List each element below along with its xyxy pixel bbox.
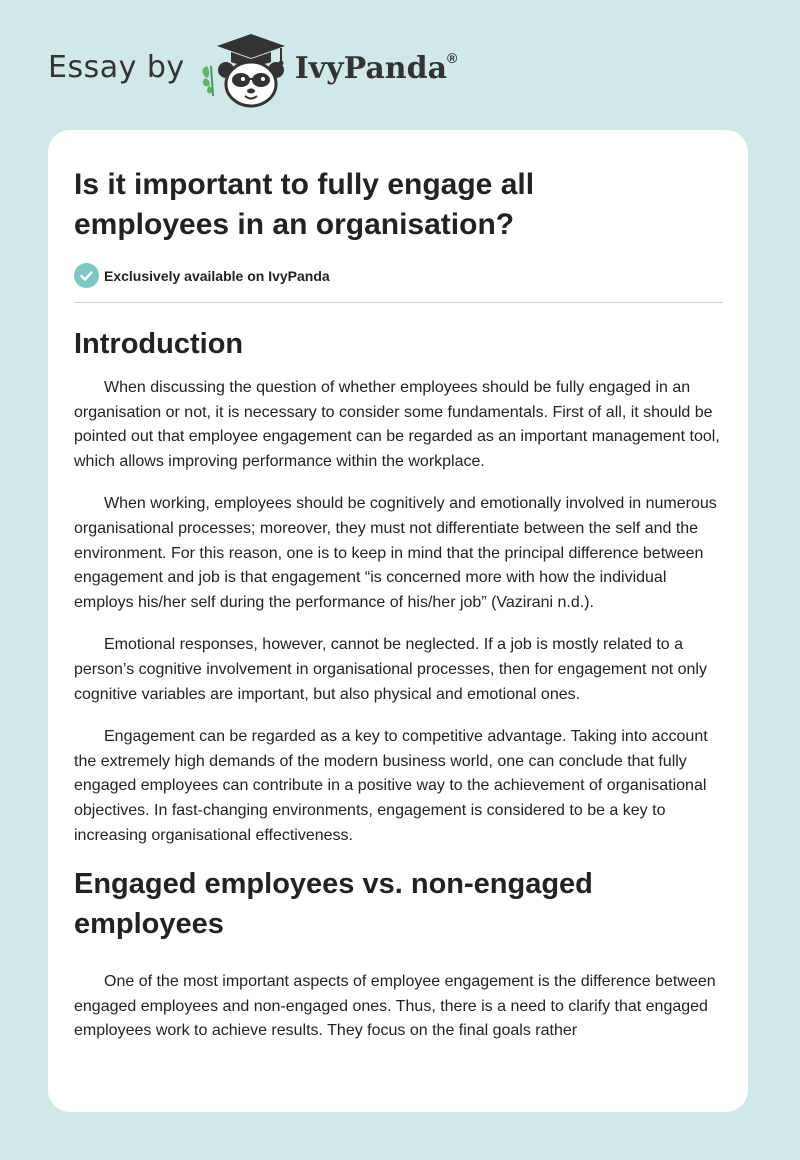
divider	[74, 302, 723, 303]
exclusive-badge-text: Exclusively available on IvyPanda	[104, 267, 330, 284]
brand-name-text: IvyPanda	[294, 50, 448, 86]
site-header	[48, 30, 457, 110]
brand-name	[295, 51, 458, 86]
paragraph: One of the most important aspects of employee engagement is the difference between engaged employees and non-engaged ones. Thus, there is a need to clarify that engaged employees work to achieve results. They focus on the final goals rather	[74, 973, 716, 1040]
paragraph: When discussing the question of whether employees should be fully engaged in an organisation or not, it is necessary to consider some fundamentals. First of all, it should be pointed out that employee engagement can be regarded as an important management tool, which allows improving performance within the workplace.	[74, 379, 720, 470]
essay-body	[74, 324, 722, 1044]
paragraph: When working, employees should be cognitively and emotionally involved in numerous organisational processes; moreover, they must not differentiate between the self and the environment. For this reason, one is to keep in mind that the principal difference between engagement and job is that engagement “is concerned more with how the individual employs his/her self during the performance of his/her job” (Vazirani n.d.).	[74, 495, 717, 611]
essay-card	[48, 130, 748, 1112]
paragraph: Engagement can be regarded as a key to competitive advantage. Taking into account the extremely high demands of the modern business world, one can conclude that fully engaged employees can contribute in a positive way to the achievement of organisational objectives. In fast-changing environments, engagement is considered to be a key to increasing organisational effectiveness.	[74, 728, 708, 844]
panda-graduate-logo-icon	[199, 30, 291, 110]
page-title: Is it important to fully engage all employees in an organisation?	[74, 168, 535, 241]
registered-mark: ®	[447, 49, 458, 66]
exclusive-badge	[74, 263, 330, 288]
essay-by-label: Essay by	[48, 49, 185, 85]
paragraph: Emotional responses, however, cannot be neglected. If a job is mostly related to a person’s cognitive involvement in organisational processes, then for engagement not only cognitive variables are important, but also physical and emotional ones.	[74, 636, 707, 703]
section-heading-engaged-employees: Engaged employees vs. non-engaged employees	[74, 868, 593, 941]
section-heading-introduction: Introduction	[74, 328, 244, 360]
check-circle-icon	[74, 263, 99, 288]
